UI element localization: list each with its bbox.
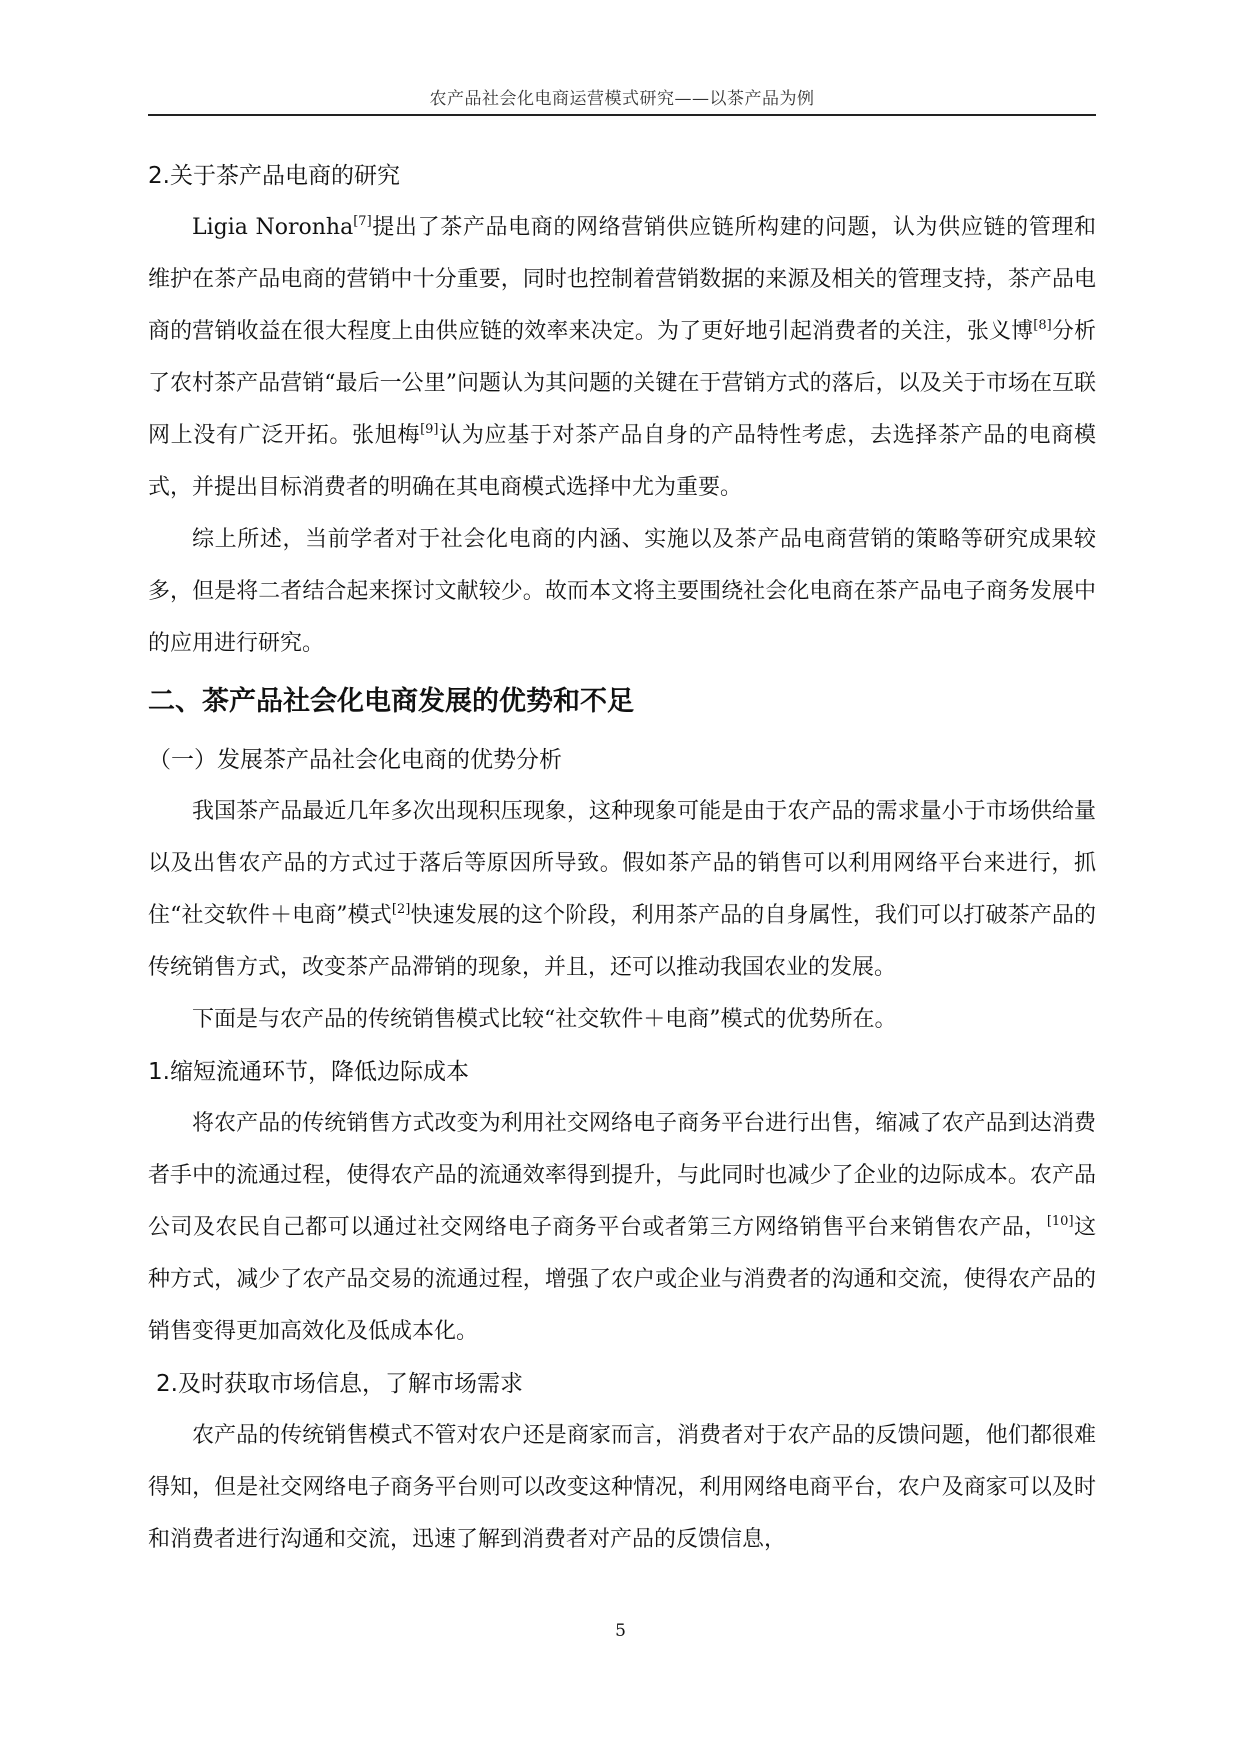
paragraph-market-feedback: 农产品的传统销售模式不管对农户还是商家而言，消费者对于农产品的反馈问题，他们都很难得知，但是社交网络电子商务平台则可以改变这种情况，利用网络电商平台，农户及商家可以及时和消费者进行沟通和交流，迅速了解到消费者对产品的反馈信息， [148,1423,1096,1552]
citation-ref: [8] [1033,318,1052,333]
paragraph-comparison-intro: 下面是与农产品的传统销售模式比较“社交软件＋电商”模式的优势所在。 [192,1007,897,1032]
page-number: 5 [615,1621,626,1641]
citation-ref: [10] [1046,1214,1074,1229]
paragraph-text: 将农产品的传统销售方式改变为利用社交网络电子商务平台进行出售，缩减了农产品到达消费者手中的流通过程，使得农产品的流通效率得到提升，与此同时也减少了企业的边际成本。农产品公司及农民自己都可以通过社交网络电子商务平台或者第三方网络销售平台来销售农产品， [148,1111,1096,1240]
paragraph-text: 这种方式，减少了农产品交易的流通过程，增强了农户或企业与消费者的沟通和交流，使得农产品的销售变得更加高效化及低成本化。 [148,1215,1096,1344]
paragraph-text: 我国茶产品最近几年多次出现积压现象，这种现象可能是由于农产品的需求量小于市场供给量以及出售农产品的方式过于落后等原因所导致。假如茶产品的销售可以利用网络平台来进行，抓住“社交软件＋电商”模式 [148,799,1096,928]
citation-ref: [7] [353,214,372,229]
paragraph-text: 分析了农村茶产品营销“最后一公里”问题认为其问题的关键在于营销方式的落后，以及关于市场在互联网上没有广泛开拓。张旭梅 [148,319,1096,448]
paragraph-text: 认为应基于对茶产品自身的产品特性考虑，去选择茶产品的电商模式，并提出目标消费者的明确在其电商模式选择中尤为重要。 [148,423,1096,500]
citation-ref: [2] [391,902,411,917]
point-heading-market-info: 2.及时获取市场信息，了解市场需求 [156,1371,523,1397]
subheading-tea-ecommerce-research: 2.关于茶产品电商的研究 [148,163,400,189]
author-name: Ligia Noronha [192,215,354,240]
header-divider [148,114,1096,116]
section-heading: 二、茶产品社会化电商发展的优势和不足 [148,686,634,717]
page-body [148,150,1096,1566]
paragraph-text: 提出了茶产品电商的网络营销供应链所构建的问题，认为供应链的管理和维护在茶产品电商的营销中十分重要，同时也控制着营销数据的来源及相关的管理支持，茶产品电商的营销收益在很大程度上由供应链的效率来决定。为了更好地引起消费者的关注，张义博 [148,215,1096,344]
paragraph-circulation [148,1098,1096,1358]
subsection-heading-advantages: （一）发展茶产品社会化电商的优势分析 [148,747,562,773]
paragraph-tea-overstock [148,786,1096,994]
paragraph-summary: 综上所述，当前学者对于社会化电商的内涵、实施以及茶产品电商营销的策略等研究成果较多，但是将二者结合起来探讨文献较少。故而本文将主要围绕社会化电商在茶产品电子商务发展中的应用进行研究。 [148,527,1096,656]
paragraph-text: 快速发展的这个阶段，利用茶产品的自身属性，我们可以打破茶产品的传统销售方式，改变茶产品滞销的现象，并且，还可以推动我国农业的发展。 [148,903,1096,980]
paragraph-literature-tea [148,202,1096,514]
point-heading-shorten-circulation: 1.缩短流通环节，降低边际成本 [148,1059,469,1085]
running-header: 农产品社会化电商运营模式研究——以茶产品为例 [429,89,815,109]
citation-ref: [9] [420,422,439,437]
